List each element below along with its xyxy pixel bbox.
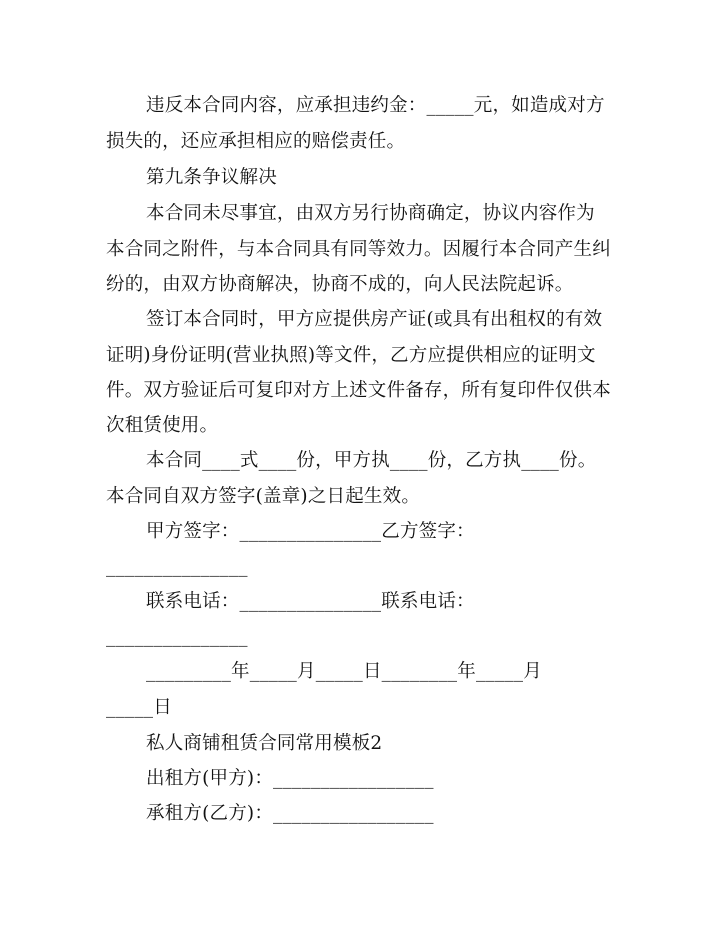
text-line-10: 次租赁使用。 bbox=[106, 415, 219, 436]
phone-blank-line: _______________ bbox=[106, 626, 248, 647]
text-line-1: 违反本合同内容，应承担违约金：_____元，如造成对方 bbox=[146, 95, 605, 116]
text-line-5: 本合同之附件，与本合同具有同等效力。因履行本合同产生纠 bbox=[106, 239, 611, 260]
contact-phone-line: 联系电话：_______________联系电话： bbox=[146, 591, 475, 612]
template-title: 私人商铺租赁合同常用模板2 bbox=[146, 733, 383, 754]
lessor-line: 出租方(甲方)：_________________ bbox=[146, 768, 434, 789]
text-line-11: 本合同____式____份，甲方执____份，乙方执____份。 bbox=[146, 450, 597, 471]
party-signatures-line: 甲方签字：_______________乙方签字： bbox=[146, 521, 475, 542]
text-line-7: 签订本合同时，甲方应提供房产证(或具有出租权的有效 bbox=[146, 309, 603, 330]
text-line-8: 证明)身份证明(营业执照)等文件，乙方应提供相应的证明文 bbox=[106, 345, 596, 366]
text-line-12: 本合同自双方签字(盖章)之日起生效。 bbox=[106, 486, 421, 507]
date-day-line: _____日 bbox=[106, 697, 172, 718]
text-line-9: 件。双方验证后可复印对方上述文件备存，所有复印件仅供本 bbox=[106, 380, 611, 401]
text-line-6: 纷的，由双方协商解决，协商不成的，向人民法院起诉。 bbox=[106, 274, 574, 295]
lessee-line: 承租方(乙方)：_________________ bbox=[146, 803, 434, 824]
signature-blank-line: _______________ bbox=[106, 556, 248, 577]
section-heading-dispute-resolution: 第九条争议解决 bbox=[146, 167, 277, 188]
text-line-2: 损失的，还应承担相应的赔偿责任。 bbox=[106, 131, 406, 152]
date-line: _________年_____月_____日________年_____月 bbox=[146, 661, 542, 682]
text-line-4: 本合同未尽事宜，由双方另行协商确定，协议内容作为 bbox=[146, 203, 595, 224]
